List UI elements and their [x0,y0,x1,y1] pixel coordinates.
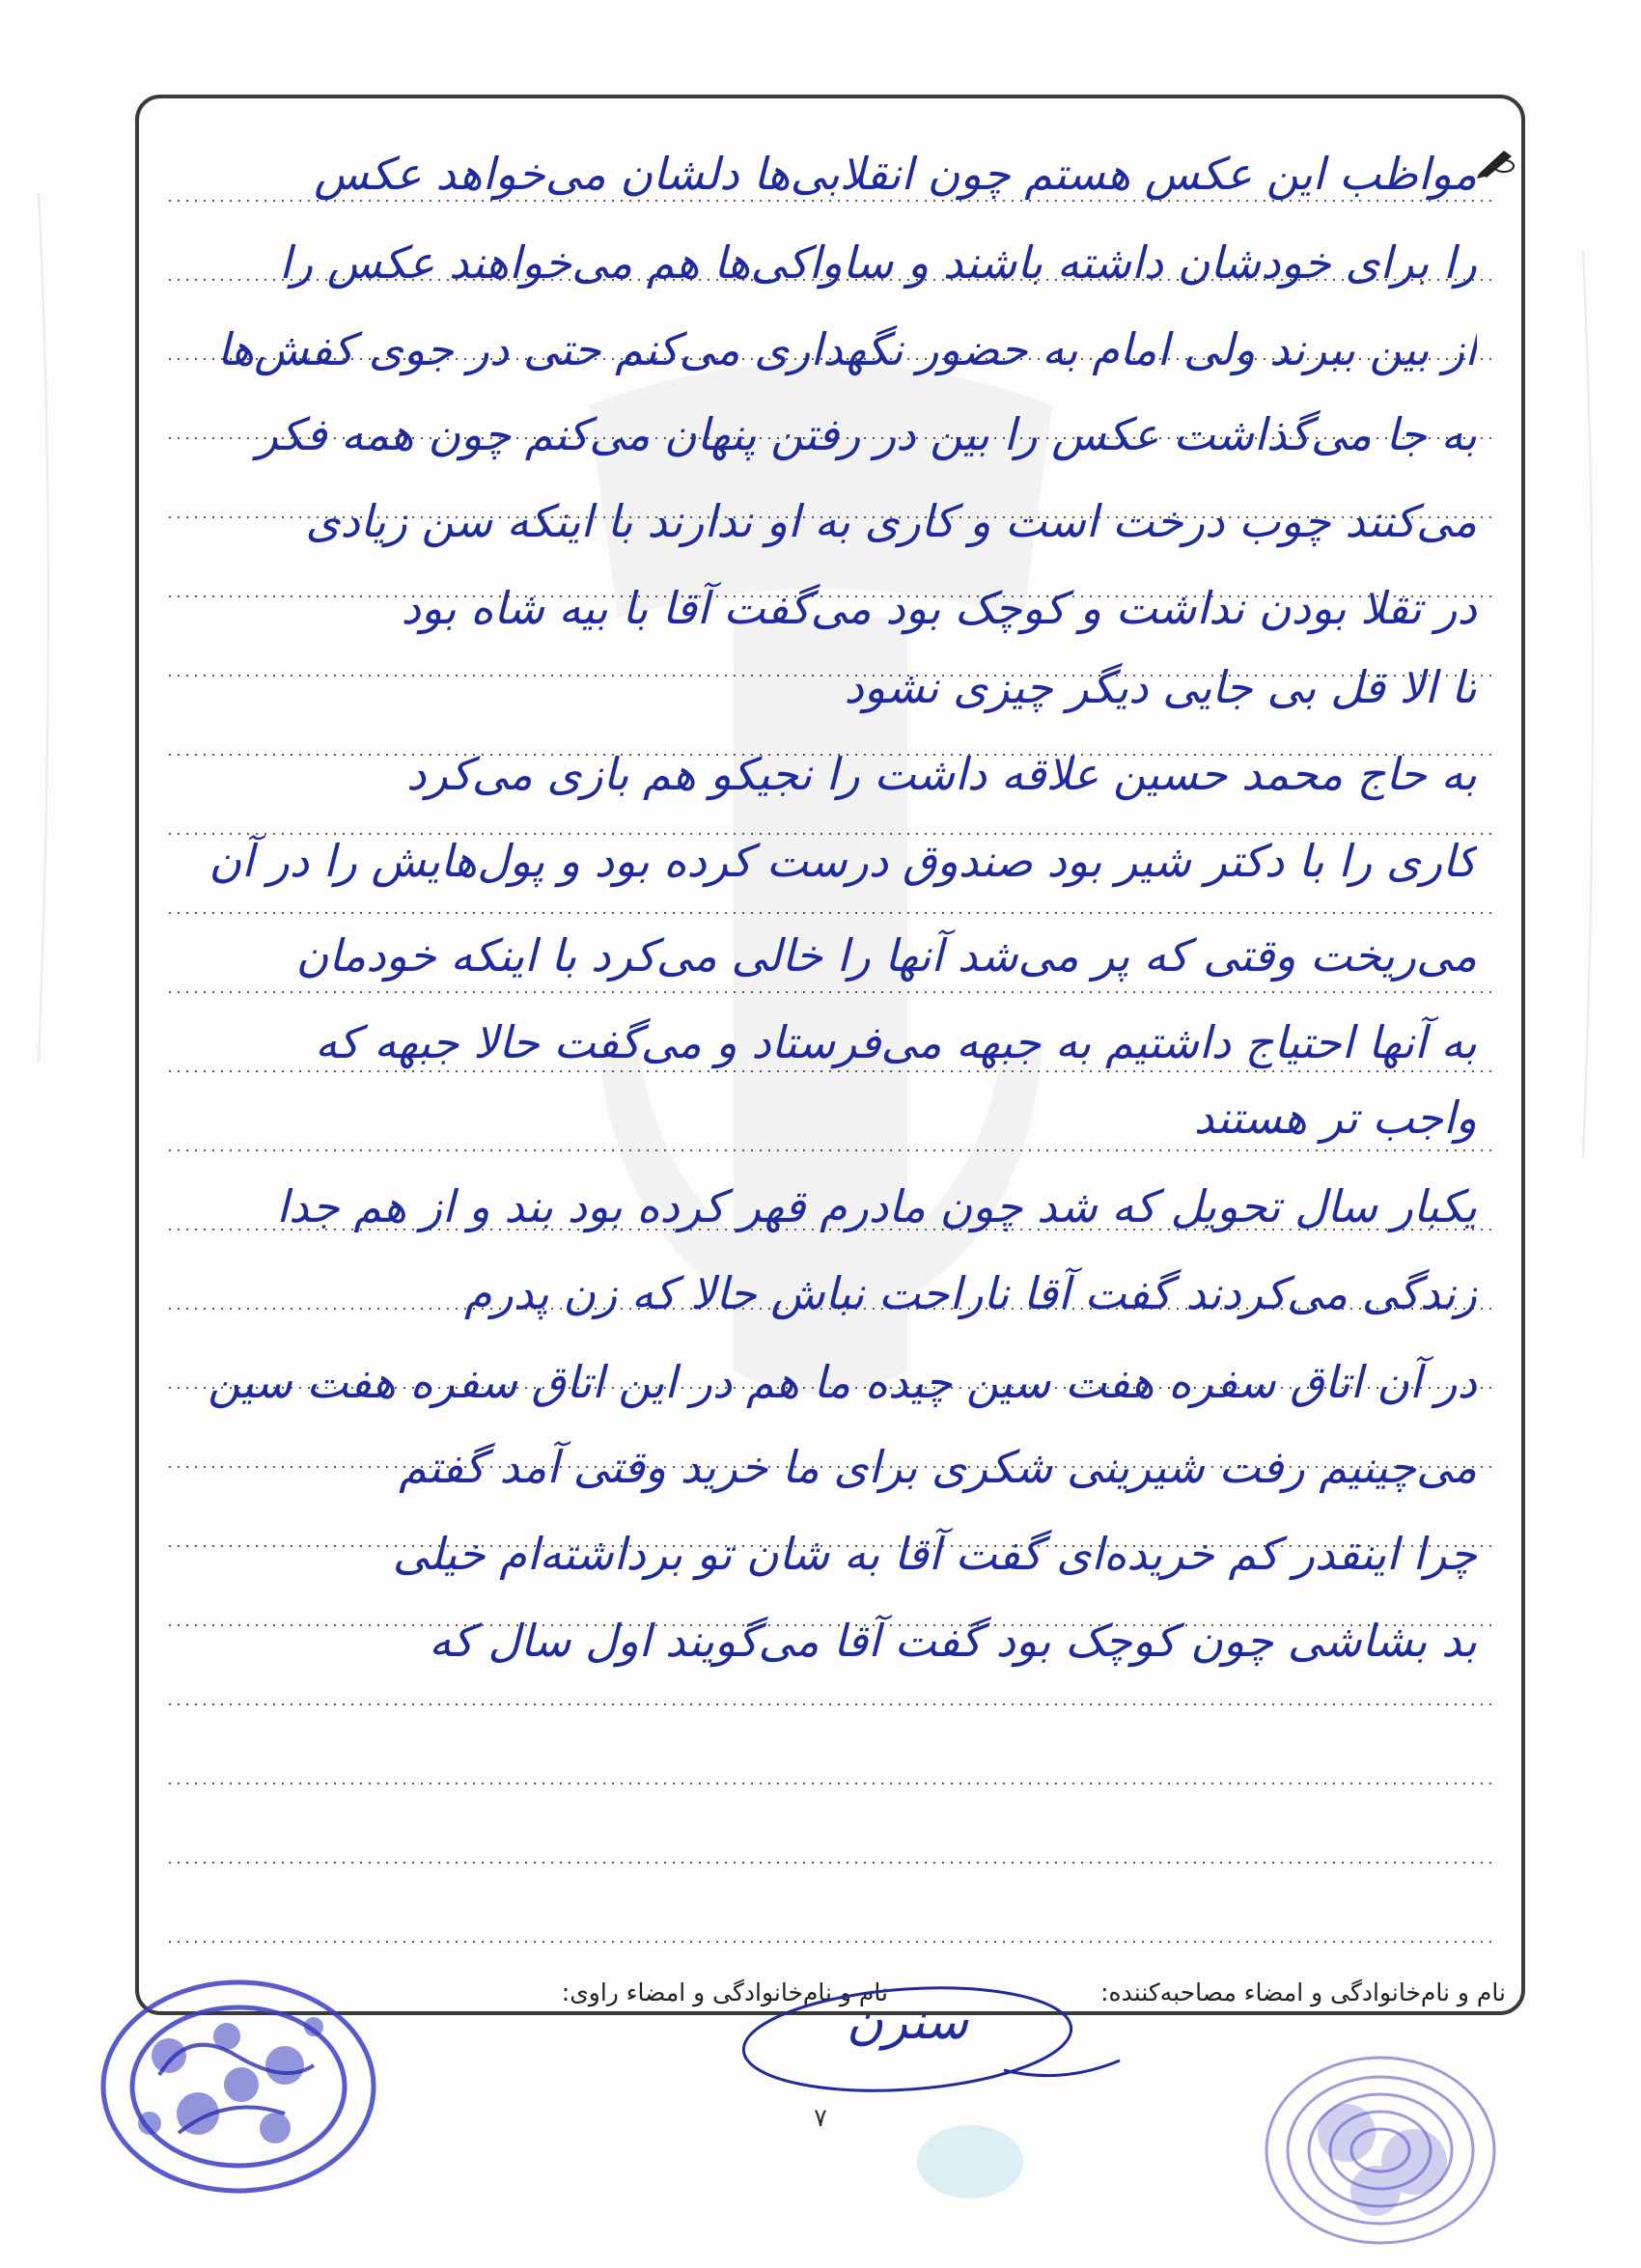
handwritten-line: تا الا قل بی جایی دیگر چیزی نشود [844,661,1477,713]
handwritten-line: کاری را با دکتر شیر بود صندوق درست کرده بود و پول‌هایش را در آن [209,835,1477,887]
pen-icon [1475,145,1517,180]
ink-smudge [907,2114,1033,2210]
handwritten-line: واجب تر هستند [1193,1092,1477,1144]
handwritten-line: به جا می‌گذاشت عکس را بین در رفتن پنهان می‌کنم چون همه فکر [256,408,1477,460]
handwritten-line: می‌کنند چوب درخت است و کاری به او ندارند با اینکه سن زیادی [305,495,1477,547]
handwritten-line: به آنها احتیاج داشتیم به جبهه می‌فرستاد و می‌گفت حالا جبهه که [315,1016,1477,1068]
handwritten-line: را برای خودشان داشته باشند و ساواکی‌ها هم می‌خواهند عکس را [279,236,1477,289]
signature: سنرن [846,1993,969,2051]
handwritten-line: چرا اینقدر کم خریده‌ای گفت آقا به شان تو برداشته‌ام خیلی [392,1528,1477,1580]
handwritten-line: بد بشاشی چون کوچک بود گفت آقا می‌گویند اول سال که [429,1615,1477,1667]
handwritten-line: زندگی می‌کردند گفت آقا ناراحت نباش حالا که زن پدرم [464,1267,1477,1319]
handwritten-line: می‌ریخت وقتی که پر می‌شد آنها را خالی می‌کرد با اینکه خودمان [295,929,1477,982]
handwritten-line: یکبار سال تحویل که شد چون مادرم قهر کرده بود بند و از هم جدا [276,1180,1477,1232]
handwritten-line: در آن اتاق سفره هفت سین چیده ما هم در این اتاق سفره هفت سین [208,1356,1477,1408]
handwritten-line: مواظب این عکس هستم چون انقلابی‌ها دلشان می‌خواهد عکس [314,148,1477,200]
interviewer-label: نام و نام‌خانوادگی و امضاء مصاحبه‌کننده: [1100,1978,1506,2006]
handwritten-line: از بین ببرند ولی امام به حضور نگهداری می‌کنم حتی در جوی کفش‌ها [216,323,1477,375]
stamp-left [92,1969,386,2210]
handwritten-line: به حاج محمد حسین علاقه داشت را نجیکو هم بازی می‌کرد [406,748,1477,800]
fingerprint-stamp [1250,2036,1511,2258]
narrator-label: نام و نام‌خانوادگی و امضاء راوی: [561,1978,888,2006]
handwritten-line: می‌چینیم رفت شیرینی شکری برای ما خرید وقتی آمد گفتم [399,1441,1477,1493]
page-number: ۷ [814,2104,827,2133]
handwritten-line: در تقلا بودن نداشت و کوچک بود می‌گفت آقا با بیه شاه بود [401,582,1477,634]
